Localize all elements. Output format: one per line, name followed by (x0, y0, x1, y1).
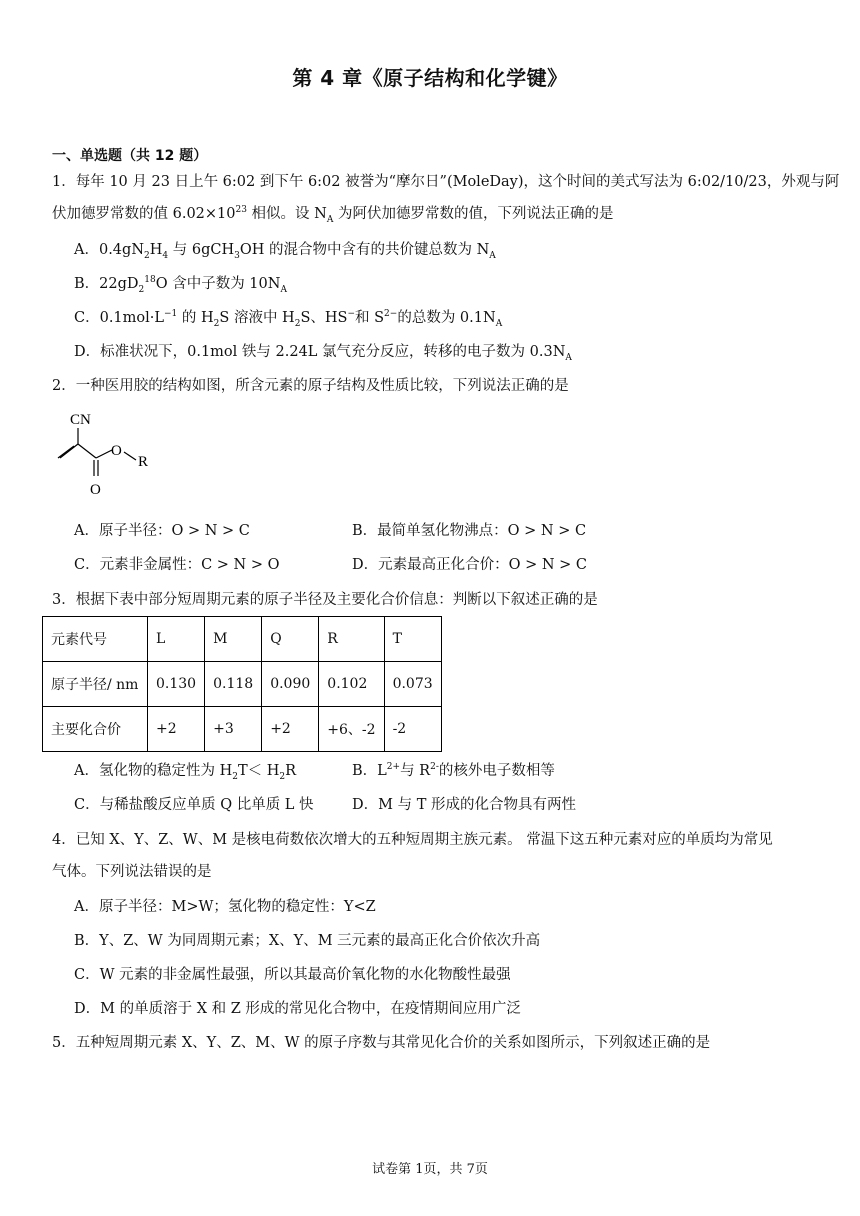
struct-label-o2: O (90, 482, 101, 498)
table-cell: 0.130 (148, 662, 205, 707)
q3-option-d[interactable]: D．M 与 T 形成的化合物具有两性 (352, 797, 576, 813)
table-cell: 原子半径/ nm (43, 662, 148, 707)
table-cell: +6、-2 (319, 707, 384, 752)
table-cell: T (384, 617, 441, 662)
table-cell: Q (262, 617, 319, 662)
q4-line2: 气体。下列说法错误的是 (52, 864, 212, 880)
table-cell: R (319, 617, 384, 662)
q2-option-b[interactable]: B．最简单氢化物沸点：O > N > C (352, 523, 587, 539)
section-heading: 一、单选题（共 12 题） (52, 148, 208, 164)
q5-stem: 5．五种短周期元素 X、Y、Z、M、W 的原子序数与其常见化合价的关系如图所示，下列叙述正确的是 (52, 1035, 711, 1051)
table-cell: +3 (205, 707, 262, 752)
q1-option-c[interactable]: C．$0.1mol\cdot L^{-1}$ 的 $H_2S$ 溶液中 $H_2S$、HS−和 $S^{2-}$的总数为 $0.1N_A$ (74, 309, 503, 329)
table-cell: +2 (148, 707, 205, 752)
table-row (43, 662, 442, 707)
q2-option-a[interactable]: A．原子半径：O > N > C (74, 523, 250, 539)
q4-option-a[interactable]: A．原子半径：M>W；氢化物的稳定性：Y<Z (74, 899, 376, 915)
table-cell: M (205, 617, 262, 662)
q1-line1: 1．每年 10 月 23 日上午 6:02 到下午 6:02 被誉为“摩尔日”(MoleDay)，这个时间的美式写法为 6:02/10/23，外观与阿 (52, 174, 840, 190)
table-cell: L (148, 617, 205, 662)
q1-option-d[interactable]: D．标准状况下，0.1mol 铁与 2.24L 氯气充分反应，转移的电子数为 $0.3N_A$ (74, 344, 572, 363)
page-footer: 试卷第 1页，共 7页 (372, 1162, 488, 1177)
q1-option-a[interactable]: A．$0.4gN_2H_4$ 与 6gCH$_3$OH 的混合物中含有的共价键总数为 $N_A$ (74, 242, 496, 261)
q3-option-b[interactable]: B．$L^{2+}$与 $R^{2-}$的核外电子数相等 (352, 762, 555, 779)
table-cell: 0.118 (205, 662, 262, 707)
struct-label-cn: CN (70, 412, 91, 428)
table-cell: 0.090 (262, 662, 319, 707)
q3-option-c[interactable]: C．与稀盐酸反应单质 Q 比单质 L 快 (74, 797, 314, 813)
table-cell: 主要化合价 (43, 707, 148, 752)
table-row (43, 707, 442, 752)
molecule-structure (50, 410, 180, 510)
page-title: 第 4 章《原子结构和化学键》 (292, 66, 568, 90)
q4-option-d[interactable]: D．M 的单质溶于 X 和 Z 形成的常见化合物中，在疫情期间应用广泛 (74, 1001, 521, 1017)
table-cell: 0.073 (384, 662, 441, 707)
table-cell: 0.102 (319, 662, 384, 707)
q4-option-b[interactable]: B．Y、Z、W 为同周期元素；X、Y、M 三元素的最高正化合价依次升高 (74, 933, 541, 949)
q2-option-c[interactable]: C．元素非金属性：C > N > O (74, 557, 280, 573)
q2-stem: 2．一种医用胶的结构如图，所含元素的原子结构及性质比较，下列说法正确的是 (52, 378, 569, 394)
table-row (43, 617, 442, 662)
q3-option-a[interactable]: A．氢化物的稳定性为 $H_2T< H_2R$ (74, 763, 297, 782)
table-cell: -2 (384, 707, 441, 752)
q2-option-d[interactable]: D．元素最高正化合价：O > N > C (352, 557, 588, 573)
struct-label-r: R (138, 454, 149, 470)
element-table (42, 616, 442, 752)
struct-label-o: O (111, 443, 122, 459)
q4-option-c[interactable]: C．W 元素的非金属性最强，所以其最高价氧化物的水化物酸性最强 (74, 967, 511, 983)
q4-line1: 4．已知 X、Y、Z、W、M 是核电荷数依次增大的五种短周期主族元素。 常温下这五种元素对应的单质均为常见 (52, 832, 773, 848)
q1-option-b[interactable]: B．$22gD_2^{18}O$ 含中子数为 $10N_A$ (74, 275, 287, 295)
table-cell: 元素代号 (43, 617, 148, 662)
q1-line2: 伏加德罗常数的值 $6.02\times 10^{23}$ 相似。设 $N_A$ 为阿伏加德罗常数的值，下列说法正确的是 (52, 205, 614, 225)
table-cell: +2 (262, 707, 319, 752)
q3-stem: 3．根据下表中部分短周期元素的原子半径及主要化合价信息：判断以下叙述正确的是 (52, 592, 598, 608)
